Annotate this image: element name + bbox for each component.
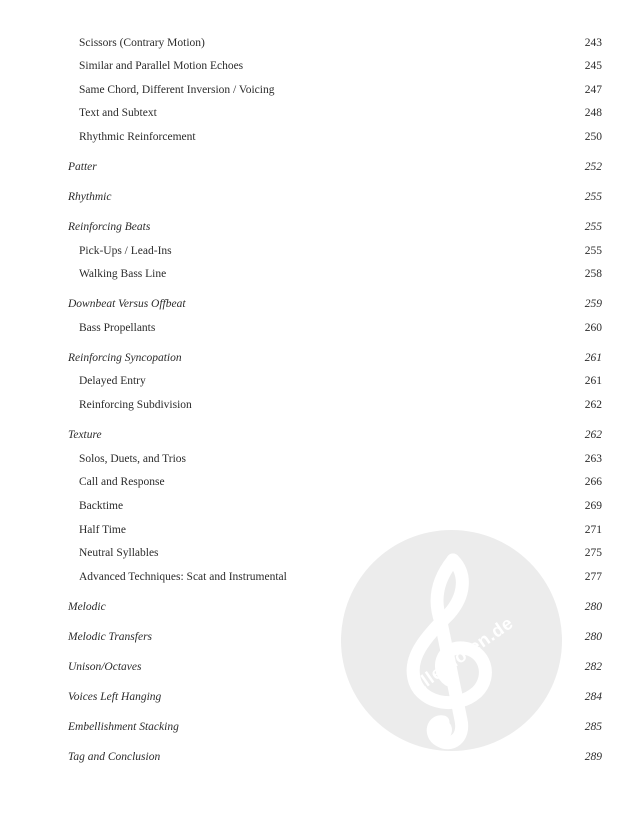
toc-entry-title: Patter — [68, 161, 97, 173]
toc-entry-page-number: 280 — [584, 601, 602, 613]
toc-entry-title: Neutral Syllables — [79, 547, 159, 559]
toc-entry-title: Rhythmic Reinforcement — [79, 131, 196, 143]
toc-subsection-entry — [0, 318, 640, 338]
toc-entry-page-number: 252 — [584, 161, 602, 173]
toc-entry-title: Voices Left Hanging — [68, 691, 162, 703]
toc-section-entry — [0, 747, 640, 767]
toc-subsection-entry — [0, 264, 640, 284]
toc-entry-title: Call and Response — [79, 476, 165, 488]
toc-entry-title: Bass Propellants — [79, 322, 156, 334]
toc-subsection-entry — [0, 241, 640, 261]
toc-entry-title: Downbeat Versus Offbeat — [68, 298, 186, 310]
toc-entry-page-number: 255 — [584, 221, 602, 233]
toc-entry-page-number: 263 — [584, 453, 602, 465]
toc-entry-title: Half Time — [79, 524, 126, 536]
toc-entry-page-number: 243 — [584, 37, 602, 49]
toc-subsection-entry — [0, 472, 640, 492]
toc-entry-title: Texture — [68, 429, 102, 441]
toc-entry-page-number: 258 — [584, 268, 602, 280]
toc-section-entry — [0, 294, 640, 314]
toc-entry-page-number: 248 — [584, 107, 602, 119]
toc-entry-title: Melodic — [68, 601, 106, 613]
toc-section-entry — [0, 597, 640, 617]
toc-entry-page-number: 271 — [584, 524, 602, 536]
toc-section-entry — [0, 717, 640, 737]
toc-entry-title: Delayed Entry — [79, 375, 146, 387]
toc-entry-page-number: 284 — [584, 691, 602, 703]
toc-subsection-entry — [0, 543, 640, 563]
toc-entry-title: Rhythmic — [68, 191, 112, 203]
toc-entry-title: Pick-Ups / Lead-Ins — [79, 245, 172, 257]
toc-entry-page-number: 262 — [584, 429, 602, 441]
toc-entry-page-number: 255 — [584, 191, 602, 203]
toc-entry-title: Melodic Transfers — [68, 631, 153, 643]
toc-entry-page-number: 261 — [584, 375, 602, 387]
toc-entry-page-number: 260 — [584, 322, 602, 334]
toc-subsection-entry — [0, 496, 640, 516]
toc-entry-page-number: 255 — [584, 245, 602, 257]
toc-entry-page-number: 285 — [584, 721, 602, 733]
toc-entry-title: Solos, Duets, and Trios — [79, 453, 187, 465]
toc-entry-title: Same Chord, Different Inversion / Voicing — [79, 84, 275, 96]
toc-entry-page-number: 262 — [584, 399, 602, 411]
toc-subsection-entry — [0, 80, 640, 100]
toc-subsection-entry — [0, 33, 640, 53]
toc-subsection-entry — [0, 520, 640, 540]
toc-entry-title: Scissors (Contrary Motion) — [79, 37, 205, 49]
toc-section-entry — [0, 687, 640, 707]
toc-subsection-entry — [0, 127, 640, 147]
toc-entry-title: Reinforcing Subdivision — [79, 399, 192, 411]
toc-entry-title: Reinforcing Beats — [68, 221, 151, 233]
toc-entry-title: Similar and Parallel Motion Echoes — [79, 60, 244, 72]
toc-section-entry — [0, 425, 640, 445]
toc-entry-page-number: 259 — [584, 298, 602, 310]
toc-section-entry — [0, 348, 640, 368]
toc-section-entry — [0, 217, 640, 237]
toc-entry-title: Advanced Techniques: Scat and Instrumental — [79, 571, 287, 583]
toc-section-entry — [0, 157, 640, 177]
toc-subsection-entry — [0, 395, 640, 415]
toc-entry-page-number: 245 — [584, 60, 602, 72]
toc-subsection-entry — [0, 371, 640, 391]
toc-entry-page-number: 289 — [584, 751, 602, 763]
toc-entry-title: Text and Subtext — [79, 107, 157, 119]
toc-entry-page-number: 282 — [584, 661, 602, 673]
watermark-text: alle-noten.de — [409, 612, 517, 697]
toc-entry-page-number: 266 — [584, 476, 602, 488]
toc-section-entry — [0, 657, 640, 677]
toc-section-entry — [0, 627, 640, 647]
toc-subsection-entry — [0, 449, 640, 469]
toc-entry-title: Tag and Conclusion — [68, 751, 161, 763]
toc-entry-page-number: 261 — [584, 352, 602, 364]
toc-entry-title: Unison/Octaves — [68, 661, 142, 673]
toc-subsection-entry — [0, 56, 640, 76]
toc-entry-page-number: 275 — [584, 547, 602, 559]
toc-entry-title: Backtime — [79, 500, 124, 512]
toc-entry-page-number: 280 — [584, 631, 602, 643]
toc-entry-title: Reinforcing Syncopation — [68, 352, 182, 364]
toc-subsection-entry — [0, 103, 640, 123]
toc-entry-page-number: 250 — [584, 131, 602, 143]
toc-entry-page-number: 269 — [584, 500, 602, 512]
toc-entry-title: Embellishment Stacking — [68, 721, 179, 733]
toc-section-entry — [0, 187, 640, 207]
toc-entry-page-number: 247 — [584, 84, 602, 96]
toc-subsection-entry — [0, 567, 640, 587]
toc-entry-page-number: 277 — [584, 571, 602, 583]
toc-entry-title: Walking Bass Line — [79, 268, 167, 280]
